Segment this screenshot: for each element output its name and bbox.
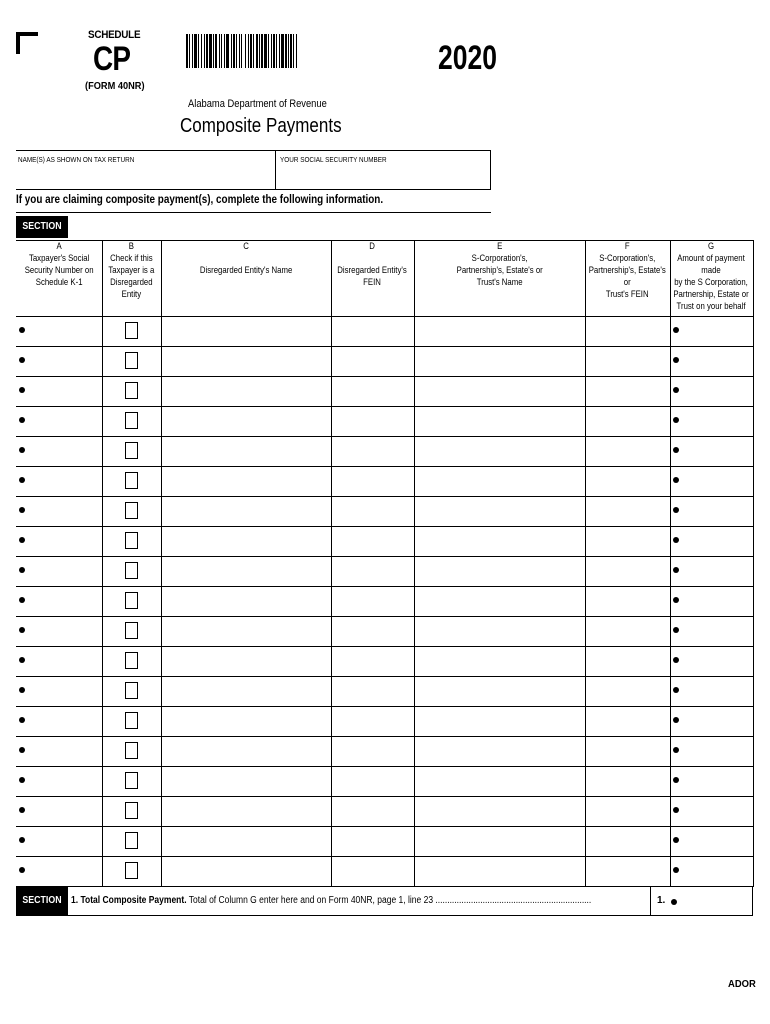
cell-c[interactable]: [161, 647, 331, 677]
section-b-row: [16, 886, 753, 934]
cell-b[interactable]: [102, 407, 161, 437]
bullet-icon: [19, 447, 25, 453]
column-letter: C: [243, 241, 249, 252]
cell-d[interactable]: [331, 467, 414, 497]
ssn-field[interactable]: [280, 167, 488, 189]
section-a-label: SECTION A: [16, 216, 68, 238]
column-description-line: Amount of payment made: [677, 253, 746, 276]
cell-e[interactable]: [414, 767, 585, 797]
disregarded-entity-checkbox[interactable]: [125, 742, 138, 759]
cell-a[interactable]: [16, 437, 102, 467]
cell-e[interactable]: [414, 647, 585, 677]
bullet-icon: [673, 447, 679, 453]
cell-f[interactable]: [585, 557, 670, 587]
table-row: [16, 767, 753, 797]
cell-d[interactable]: [331, 347, 414, 377]
disregarded-entity-checkbox[interactable]: [125, 802, 138, 819]
column-description-line: Trust's FEIN: [606, 289, 649, 300]
disregarded-entity-checkbox[interactable]: [125, 382, 138, 399]
bullet-icon: [19, 777, 25, 783]
column-description-line: S-Corporation's,: [471, 253, 528, 264]
cell-b[interactable]: [102, 347, 161, 377]
page-title: Composite Payments: [180, 115, 342, 137]
disregarded-entity-checkbox[interactable]: [125, 712, 138, 729]
cell-c[interactable]: [161, 797, 331, 827]
cell-f[interactable]: [585, 527, 670, 557]
column-description-line: Partnership's, Estate's or: [456, 265, 543, 276]
cell-b[interactable]: [102, 797, 161, 827]
column-description-line: Schedule K-1: [35, 277, 83, 288]
instruction-text: If you are claiming composite payment(s), complete the following information.: [16, 194, 384, 206]
cell-a[interactable]: [16, 827, 102, 857]
bullet-icon: [19, 417, 25, 423]
cell-c[interactable]: [161, 527, 331, 557]
cell-d[interactable]: [331, 797, 414, 827]
cell-e[interactable]: [414, 797, 585, 827]
cell-c[interactable]: [161, 497, 331, 527]
bullet-icon: [19, 477, 25, 483]
cell-f[interactable]: [585, 797, 670, 827]
cell-g[interactable]: [670, 647, 753, 677]
disregarded-entity-checkbox[interactable]: [125, 682, 138, 699]
bullet-icon: [673, 747, 679, 753]
line-1-number: 1.: [650, 887, 677, 915]
cell-f[interactable]: [585, 707, 670, 737]
bullet-icon: [673, 567, 679, 573]
bullet-icon: [19, 867, 25, 873]
cell-d[interactable]: [331, 827, 414, 857]
table-row: [16, 797, 753, 827]
footer-agency-code: ADOR: [728, 978, 756, 990]
cell-b[interactable]: [102, 527, 161, 557]
column-description-line: Disregarded Entity's: [337, 265, 408, 276]
taxpayer-info-divider: [275, 151, 276, 189]
cell-a[interactable]: [16, 677, 102, 707]
cell-a[interactable]: [16, 587, 102, 617]
cell-b[interactable]: [102, 767, 161, 797]
table-row: [16, 377, 753, 407]
table-row: [16, 407, 753, 437]
bullet-icon: [19, 567, 25, 573]
cell-a[interactable]: [16, 707, 102, 737]
cell-f[interactable]: [585, 467, 670, 497]
disregarded-entity-checkbox[interactable]: [125, 652, 138, 669]
cell-g[interactable]: [670, 527, 753, 557]
cell-c[interactable]: [161, 827, 331, 857]
cell-b[interactable]: [102, 557, 161, 587]
bullet-icon: [19, 837, 25, 843]
cell-f[interactable]: [585, 377, 670, 407]
cell-b[interactable]: [102, 377, 161, 407]
form-number: (FORM 40NR): [85, 80, 145, 92]
cell-g[interactable]: [670, 437, 753, 467]
table-row: [16, 347, 753, 377]
cell-f[interactable]: [585, 437, 670, 467]
table-row: [16, 587, 753, 617]
cell-e[interactable]: [414, 557, 585, 587]
cell-b[interactable]: [102, 707, 161, 737]
cell-d[interactable]: [331, 617, 414, 647]
cell-f[interactable]: [585, 347, 670, 377]
column-letter: F: [625, 241, 630, 252]
cell-f[interactable]: [585, 317, 670, 347]
bullet-icon: [673, 867, 679, 873]
cell-e[interactable]: [414, 527, 585, 557]
section-a-header-row: [16, 241, 753, 317]
table-row: [16, 737, 753, 767]
disregarded-entity-checkbox[interactable]: [125, 322, 138, 339]
bullet-icon: [673, 507, 679, 513]
bullet-icon: [19, 387, 25, 393]
column-letter: E: [496, 241, 503, 252]
disregarded-entity-checkbox[interactable]: [125, 472, 138, 489]
cell-a[interactable]: [16, 407, 102, 437]
cell-c[interactable]: [161, 677, 331, 707]
cell-f[interactable]: [585, 857, 670, 887]
cell-g[interactable]: [670, 347, 753, 377]
bullet-icon: [19, 717, 25, 723]
bullet-icon: [19, 327, 25, 333]
schedule-code: CP: [93, 40, 131, 78]
cell-d[interactable]: [331, 587, 414, 617]
taxpayer-info-box: [16, 150, 491, 190]
cell-a[interactable]: [16, 857, 102, 887]
bullet-icon: [673, 387, 679, 393]
cell-g[interactable]: [670, 677, 753, 707]
disregarded-entity-checkbox[interactable]: [125, 532, 138, 549]
cell-e[interactable]: [414, 857, 585, 887]
column-description-line: Disregarded Entity's Name: [199, 265, 293, 276]
cell-e[interactable]: [414, 827, 585, 857]
cell-d[interactable]: [331, 707, 414, 737]
column-letter: D: [369, 241, 376, 252]
cell-b[interactable]: [102, 647, 161, 677]
cell-b[interactable]: [102, 827, 161, 857]
cell-f[interactable]: [585, 617, 670, 647]
cell-d[interactable]: [331, 737, 414, 767]
cell-b[interactable]: [102, 317, 161, 347]
cell-d[interactable]: [331, 317, 414, 347]
tax-year: 2020: [438, 39, 497, 77]
cell-g[interactable]: [670, 737, 753, 767]
cell-g[interactable]: [670, 827, 753, 857]
cell-g[interactable]: [670, 317, 753, 347]
cell-f[interactable]: [585, 497, 670, 527]
total-composite-payment-label: 1. Total Composite Payment. Total of Column G enter here and on Form 40NR, page 1, line 23 ..................................................................: [71, 895, 592, 906]
table-row: [16, 647, 753, 677]
bullet-icon: [19, 507, 25, 513]
column-header-g: [670, 241, 753, 317]
cell-b[interactable]: [102, 617, 161, 647]
cell-d[interactable]: [331, 407, 414, 437]
cell-a[interactable]: [16, 737, 102, 767]
disregarded-entity-checkbox[interactable]: [125, 352, 138, 369]
total-composite-payment-field[interactable]: [680, 889, 748, 913]
cell-a[interactable]: [16, 497, 102, 527]
column-header-a: [16, 241, 102, 317]
cell-e[interactable]: [414, 467, 585, 497]
cell-e[interactable]: [414, 587, 585, 617]
bullet-icon: [673, 627, 679, 633]
cell-g[interactable]: [670, 467, 753, 497]
cell-c[interactable]: [161, 467, 331, 497]
cell-a[interactable]: [16, 527, 102, 557]
column-description-line: Taxpayer's Social: [28, 253, 89, 264]
cell-e[interactable]: [414, 677, 585, 707]
cell-a[interactable]: [16, 557, 102, 587]
cell-c[interactable]: [161, 767, 331, 797]
column-description-line: Partnership, Estate or: [673, 289, 750, 300]
total-amount-bullet-icon: [671, 899, 677, 905]
disregarded-entity-checkbox[interactable]: [125, 622, 138, 639]
cell-c[interactable]: [161, 407, 331, 437]
table-row: [16, 557, 753, 587]
bullet-icon: [673, 357, 679, 363]
cell-a[interactable]: [16, 797, 102, 827]
cell-c[interactable]: [161, 557, 331, 587]
disregarded-entity-checkbox[interactable]: [125, 442, 138, 459]
cell-e[interactable]: [414, 737, 585, 767]
disregarded-entity-checkbox[interactable]: [125, 412, 138, 429]
table-row: [16, 527, 753, 557]
column-header-e: [414, 241, 585, 317]
disregarded-entity-checkbox[interactable]: [125, 562, 138, 579]
cell-c[interactable]: [161, 707, 331, 737]
bullet-icon: [673, 657, 679, 663]
cell-d[interactable]: [331, 677, 414, 707]
cell-d[interactable]: [331, 767, 414, 797]
cell-f[interactable]: [585, 677, 670, 707]
disregarded-entity-checkbox[interactable]: [125, 592, 138, 609]
bullet-icon: [19, 537, 25, 543]
corner-registration-mark: [16, 32, 38, 54]
bullet-icon: [673, 717, 679, 723]
cell-c[interactable]: [161, 617, 331, 647]
bullet-icon: [673, 687, 679, 693]
cell-e[interactable]: [414, 347, 585, 377]
cell-e[interactable]: [414, 707, 585, 737]
cell-d[interactable]: [331, 647, 414, 677]
column-header-f: [585, 241, 670, 317]
cell-a[interactable]: [16, 377, 102, 407]
cell-g[interactable]: [670, 407, 753, 437]
table-row: [16, 317, 753, 347]
cell-d[interactable]: [331, 557, 414, 587]
cell-b[interactable]: [102, 737, 161, 767]
column-description-line: S-Corporation's,: [599, 253, 656, 264]
column-description-line: Trust on your behalf: [676, 301, 746, 312]
cell-g[interactable]: [670, 617, 753, 647]
cell-e[interactable]: [414, 317, 585, 347]
table-row: [16, 617, 753, 647]
column-description-line: Disregarded Entity: [110, 277, 153, 300]
cell-e[interactable]: [414, 617, 585, 647]
cell-c[interactable]: [161, 347, 331, 377]
cell-d[interactable]: [331, 857, 414, 887]
department-name: Alabama Department of Revenue: [188, 98, 327, 110]
name-field-label: NAME(S) AS SHOWN ON TAX RETURN: [18, 155, 135, 164]
bullet-icon: [19, 807, 25, 813]
barcode-image: [186, 34, 334, 68]
column-header-b: [102, 241, 161, 317]
cell-a[interactable]: [16, 647, 102, 677]
cell-f[interactable]: [585, 827, 670, 857]
cell-g[interactable]: [670, 497, 753, 527]
bullet-icon: [19, 657, 25, 663]
cell-c[interactable]: [161, 587, 331, 617]
cell-e[interactable]: [414, 437, 585, 467]
cell-f[interactable]: [585, 737, 670, 767]
bullet-icon: [19, 357, 25, 363]
bullet-icon: [673, 477, 679, 483]
column-header-d: [331, 241, 414, 317]
column-description-line: Trust's Name: [476, 277, 523, 288]
column-description-line: FEIN: [363, 277, 382, 288]
cell-g[interactable]: [670, 797, 753, 827]
bullet-icon: [19, 687, 25, 693]
cell-c[interactable]: [161, 737, 331, 767]
cell-g[interactable]: [670, 557, 753, 587]
bullet-icon: [673, 417, 679, 423]
table-row: [16, 677, 753, 707]
cell-f[interactable]: [585, 647, 670, 677]
section-a-table: [16, 240, 754, 887]
cell-c[interactable]: [161, 857, 331, 887]
bullet-icon: [19, 627, 25, 633]
cell-e[interactable]: [414, 497, 585, 527]
cell-a[interactable]: [16, 467, 102, 497]
column-description-line: Security Number on: [24, 265, 94, 276]
bullet-icon: [673, 807, 679, 813]
cell-e[interactable]: [414, 407, 585, 437]
cell-g[interactable]: [670, 707, 753, 737]
bullet-icon: [673, 537, 679, 543]
schedule-label: SCHEDULE: [88, 29, 141, 41]
cell-g[interactable]: [670, 857, 753, 887]
cell-d[interactable]: [331, 527, 414, 557]
disregarded-entity-checkbox[interactable]: [125, 832, 138, 849]
table-row: [16, 497, 753, 527]
cell-g[interactable]: [670, 377, 753, 407]
cell-f[interactable]: [585, 407, 670, 437]
cell-c[interactable]: [161, 437, 331, 467]
column-letter: G: [708, 241, 715, 252]
instruction-divider: [16, 212, 491, 213]
cell-b[interactable]: [102, 467, 161, 497]
cell-f[interactable]: [585, 767, 670, 797]
disregarded-entity-checkbox[interactable]: [125, 502, 138, 519]
bullet-icon: [673, 777, 679, 783]
cell-a[interactable]: [16, 347, 102, 377]
cell-a[interactable]: [16, 317, 102, 347]
column-header-c: [161, 241, 331, 317]
table-row: [16, 707, 753, 737]
cell-b[interactable]: [102, 497, 161, 527]
section-b-label: SECTION B: [16, 887, 68, 915]
bullet-icon: [673, 597, 679, 603]
bullet-icon: [19, 597, 25, 603]
cell-d[interactable]: [331, 377, 414, 407]
cell-a[interactable]: [16, 767, 102, 797]
cell-d[interactable]: [331, 437, 414, 467]
cell-b[interactable]: [102, 677, 161, 707]
cell-e[interactable]: [414, 377, 585, 407]
column-description-line: Check if this: [110, 253, 153, 264]
column-description-line: Partnership's, Estate's or: [588, 265, 667, 288]
bullet-icon: [19, 747, 25, 753]
disregarded-entity-checkbox[interactable]: [125, 862, 138, 879]
table-row: [16, 827, 753, 857]
cell-d[interactable]: [331, 497, 414, 527]
cell-f[interactable]: [585, 587, 670, 617]
bullet-icon: [673, 327, 679, 333]
table-row: [16, 857, 753, 887]
column-letter: A: [56, 241, 62, 252]
cell-a[interactable]: [16, 617, 102, 647]
cell-b[interactable]: [102, 857, 161, 887]
cell-c[interactable]: [161, 377, 331, 407]
column-description-line: by the S Corporation,: [674, 277, 749, 288]
cell-g[interactable]: [670, 767, 753, 797]
name-field[interactable]: [18, 167, 272, 189]
column-description-line: Taxpayer is a: [108, 265, 155, 276]
bullet-icon: [673, 837, 679, 843]
disregarded-entity-checkbox[interactable]: [125, 772, 138, 789]
column-letter: B: [128, 241, 135, 252]
table-row: [16, 467, 753, 497]
ssn-field-label: YOUR SOCIAL SECURITY NUMBER: [280, 155, 387, 164]
cell-c[interactable]: [161, 317, 331, 347]
table-row: [16, 437, 753, 467]
cell-b[interactable]: [102, 437, 161, 467]
cell-g[interactable]: [670, 587, 753, 617]
cell-b[interactable]: [102, 587, 161, 617]
